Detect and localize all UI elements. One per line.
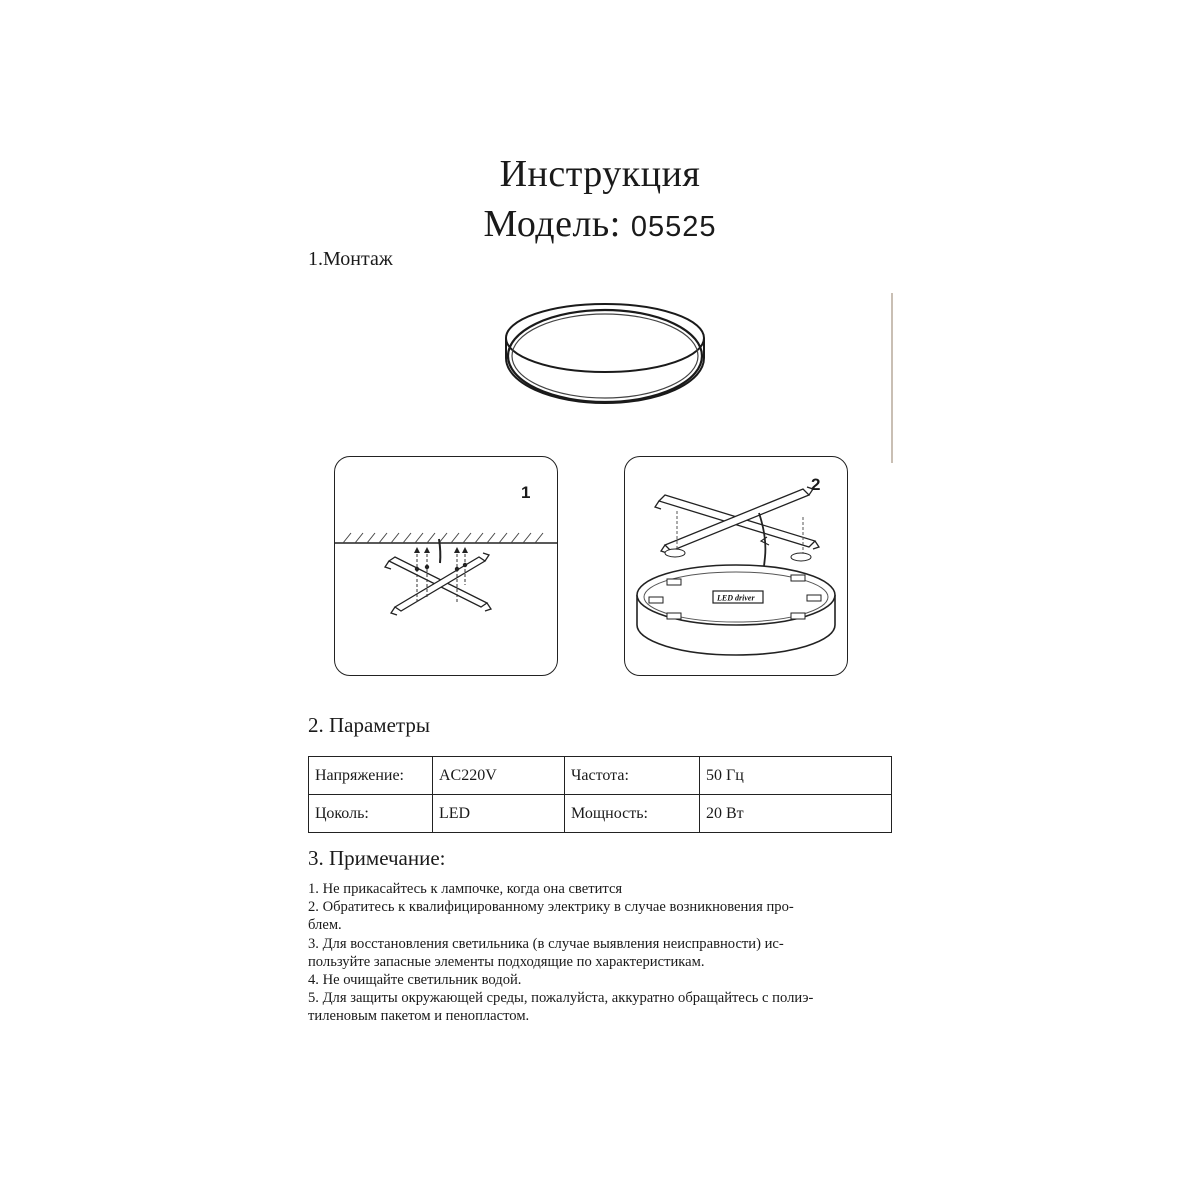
step2-panel bbox=[624, 456, 848, 676]
step1-number: 1 bbox=[521, 483, 531, 502]
table-cell: Напряжение: bbox=[309, 757, 433, 795]
step1-panel bbox=[334, 456, 558, 676]
table-cell: 20 Вт bbox=[700, 795, 892, 833]
table-cell: AC220V bbox=[433, 757, 565, 795]
note-line: 4. Не очищайте светильник водой. bbox=[308, 972, 522, 989]
model-label: Модель: bbox=[483, 203, 621, 245]
table-cell: 50 Гц bbox=[700, 757, 892, 795]
document-title: Инструкция bbox=[499, 153, 701, 195]
table-row bbox=[309, 757, 892, 795]
notes-list bbox=[308, 880, 898, 1026]
note-line: 1. Не прикасайтесь к лампочке, когда она светится bbox=[308, 881, 623, 897]
margin-line bbox=[891, 293, 893, 463]
parameters-table bbox=[308, 756, 892, 833]
note-line: блем. bbox=[308, 917, 342, 934]
notes-heading: 3. Примечание: bbox=[308, 846, 446, 870]
bracket-mounting-diagram bbox=[335, 457, 557, 675]
note-line: 5. Для защиты окружающей среды, пожалуйста, аккуратно обращайтесь с полиэ- bbox=[308, 990, 814, 1007]
table-cell: Цоколь: bbox=[309, 795, 433, 833]
table-cell: Частота: bbox=[565, 757, 700, 795]
table-cell: Мощность: bbox=[565, 795, 700, 833]
montage-heading: 1.Монтаж bbox=[308, 248, 393, 270]
table-cell: LED bbox=[433, 795, 565, 833]
ceiling-lamp-illustration bbox=[500, 300, 710, 412]
table-row bbox=[309, 795, 892, 833]
model-number: 05525 bbox=[630, 211, 717, 243]
note-line: тиленовым пакетом и пенопластом. bbox=[308, 1008, 530, 1025]
led-driver-label: LED driver bbox=[717, 593, 755, 603]
step2-number: 2 bbox=[811, 475, 821, 494]
parameters-heading: 2. Параметры bbox=[308, 713, 430, 737]
model-line bbox=[0, 202, 1200, 246]
lamp-assembly-diagram bbox=[625, 457, 847, 675]
note-line: пользуйте запасные элементы подходящие по характеристикам. bbox=[308, 953, 705, 970]
note-line: 2. Обратитесь к квалифицированному электрику в случае возникновения про- bbox=[308, 899, 794, 916]
note-line: 3. Для восстановления светильника (в случае выявления неисправности) ис- bbox=[308, 935, 784, 952]
